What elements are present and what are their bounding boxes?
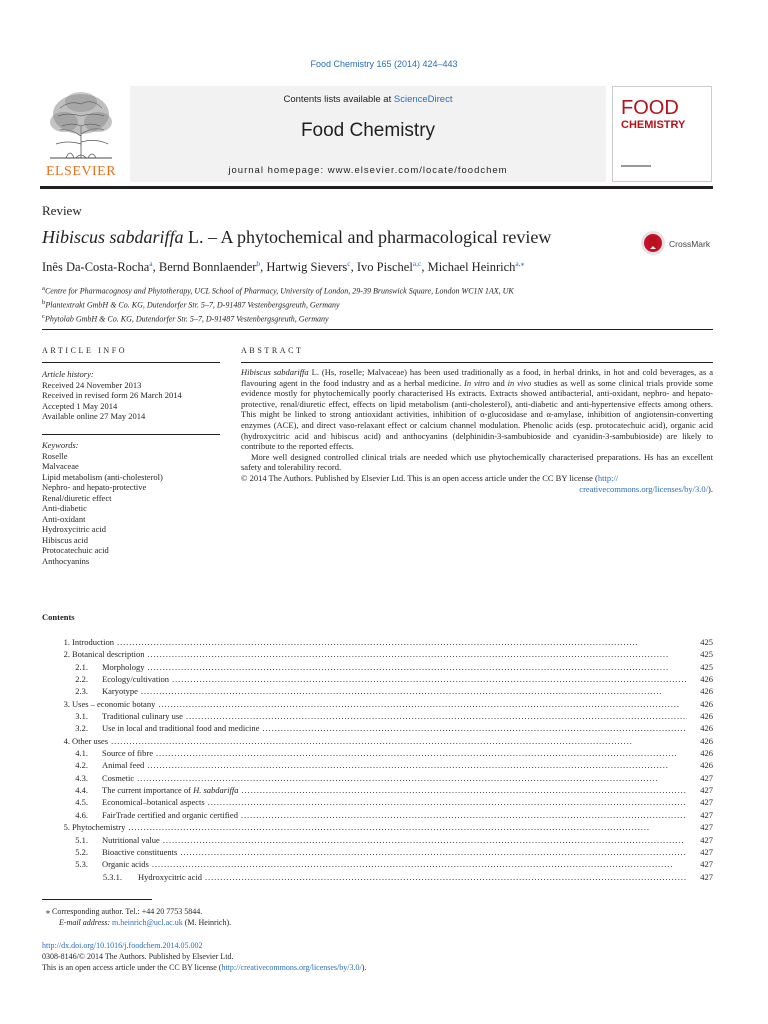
toc-title[interactable]: Cosmetic: [102, 772, 137, 784]
affiliation-mark: a: [42, 285, 45, 292]
toc-number: 2.1.: [75, 661, 88, 672]
toc-page-number[interactable]: 427: [700, 871, 713, 882]
keyword-item: Hibiscus acid: [42, 534, 89, 545]
toc-title[interactable]: Organic acids: [102, 858, 152, 870]
abstract-license-link-b[interactable]: creativecommons.org/licenses/by/3.0/: [579, 483, 709, 494]
toc-entry[interactable]: [42, 772, 713, 784]
toc-leader-dots: [147, 759, 687, 771]
history-item: Received in revised form 26 March 2014: [42, 390, 182, 400]
toc-number: 2.3.: [75, 686, 88, 697]
keyword-item: Protocatechuic acid: [42, 545, 109, 555]
affiliation-item: [42, 311, 514, 325]
homepage-label: journal homepage:: [228, 165, 328, 176]
toc-title-wrap: [138, 871, 687, 883]
footnote: [42, 906, 231, 928]
toc-number: 5.3.1.: [102, 871, 122, 882]
toc-number: 3.1.: [75, 711, 88, 722]
toc-page-number[interactable]: 427: [700, 785, 713, 796]
affiliation-mark: b: [42, 299, 46, 307]
toc-entry[interactable]: [42, 846, 713, 858]
email-suffix: (M. Heinrich).: [182, 918, 232, 927]
crossmark-label[interactable]: CrossMark: [669, 239, 711, 249]
author-name[interactable]: Michael Heinrich: [427, 260, 516, 275]
toc-entry[interactable]: [42, 735, 713, 747]
abstract-copyright: [241, 473, 713, 484]
toc-entry[interactable]: [42, 834, 713, 846]
toc-leader-dots: [137, 772, 687, 784]
issn-line: 0308-8146/© 2014 The Authors. Published by Elsevier Ltd.: [42, 952, 234, 961]
history-item: Available online 27 May 2014: [42, 411, 146, 421]
toc-leader-dots: [208, 796, 687, 808]
keyword-item: Anthocyanins: [42, 555, 90, 566]
title-rule: [42, 329, 713, 330]
keywords-list: [42, 451, 163, 567]
article-title: [42, 227, 551, 248]
toc-title-wrap: [102, 747, 687, 759]
doi-link[interactable]: http://dx.doi.org/10.1016/j.foodchem.2014.05.002: [42, 941, 203, 950]
toc-entry[interactable]: [42, 722, 713, 734]
keyword-item: Lipid metabolism (anti-cholesterol): [42, 471, 163, 482]
history-item: Accepted 1 May 2014: [42, 400, 118, 411]
toc-page-number[interactable]: 427: [700, 859, 713, 870]
author-affiliation-mark[interactable]: b: [256, 259, 261, 268]
contents-available-text: Contents lists available at: [283, 94, 394, 105]
toc-title[interactable]: Morphology: [102, 661, 148, 673]
article-title-rest: L. – A phytochemical and pharmacological review: [183, 227, 552, 247]
contents-available: [130, 94, 606, 105]
article-info-heading: ARTICLE INFO: [42, 346, 128, 355]
abstract-copyright-text: © 2014 The Authors. Published by Elsevier Ltd. This is an open access article under the CC BY license (: [241, 472, 598, 483]
toc-title[interactable]: FairTrade certified and organic certified: [102, 809, 241, 821]
toc-number: 1.: [63, 637, 70, 647]
toc-number: 4.5.: [75, 797, 88, 808]
toc-title-wrap: [102, 834, 687, 846]
toc-leader-dots: [158, 698, 687, 710]
cover-title-chemistry: CHEMISTRY: [621, 119, 686, 131]
toc-leader-dots: [156, 747, 687, 759]
toc-entry[interactable]: [42, 809, 713, 821]
toc-entry[interactable]: [42, 648, 713, 660]
toc-title-wrap: [102, 710, 687, 722]
keyword-item: Anti-diabetic: [42, 503, 87, 513]
toc-entry[interactable]: [42, 636, 713, 648]
author-separator: ,: [152, 260, 159, 275]
author-separator: ,: [260, 260, 267, 275]
abstract-text-b: studies as well as some clinical trials provide some evidence mostly for phytochemically poorly characterised Hs extracts. Extracts showed antibacterial, anti-oxidant, nephro- and hepato-protective, renal/diuretic effect, effects on lipid metabolism (anti-cholesterol), anti-diabetic and anti-hypertensive effects among others. This might be linked to strong antioxidant activities, inhibition of α-glucosidase and α-amylase, inhibition of angiotensin-converting enzymes (ACE), and direct vaso-relaxant effect or calcium channel modulation. Phenolic acids (esp. protocatechuic acid), organic acid (hydroxycitric acid and hibiscus acid) and anthocyanins (delphinidin-3-sambubioside and cyanidin-3-sambubioside) are likely to contribute to the reported effects.: [241, 377, 713, 452]
abstract-license-close: ).: [708, 483, 713, 494]
keyword-item: Roselle: [42, 450, 68, 461]
toc-title[interactable]: Nutritional value: [102, 834, 163, 846]
journal-citation[interactable]: Food Chemistry 165 (2014) 424–443: [310, 59, 458, 69]
toc-title-wrap: [72, 821, 687, 833]
toc-entry[interactable]: [42, 710, 713, 722]
contents-heading: Contents: [42, 612, 75, 622]
toc-leader-dots: [148, 661, 688, 673]
toc-entry[interactable]: [42, 784, 713, 796]
toc-title-wrap: [102, 685, 687, 697]
toc-title-wrap: [72, 648, 687, 660]
author-name[interactable]: Ivo Pischel: [356, 260, 413, 275]
toc-title[interactable]: Ecology/cultivation: [102, 673, 172, 685]
toc-entry[interactable]: [42, 759, 713, 771]
abstract-body: [241, 367, 713, 494]
toc-leader-dots: [205, 871, 687, 883]
abstract-in-vivo: in vivo: [507, 377, 532, 388]
article-info-rule: [42, 362, 220, 363]
toc-page-number[interactable]: 427: [700, 834, 713, 845]
toc-leader-dots: [128, 821, 687, 833]
article-history: [42, 369, 182, 422]
author-name[interactable]: Inês Da-Costa-Rocha: [42, 260, 150, 275]
toc-title[interactable]: Use in local and traditional food and medicine: [102, 722, 262, 734]
article-title-species: Hibiscus sabdariffa: [42, 227, 184, 247]
toc-title[interactable]: Economical–botanical aspects: [102, 796, 208, 808]
toc-number: 5.2.: [75, 846, 88, 857]
abstract-and: and: [489, 377, 508, 388]
toc-leader-dots: [141, 685, 687, 697]
journal-title: Food Chemistry: [300, 120, 436, 141]
toc-page-number[interactable]: 427: [700, 797, 713, 808]
toc-page-number[interactable]: 426: [700, 674, 713, 685]
toc-title[interactable]: Source of fibre: [102, 747, 156, 759]
author-separator: ,: [421, 260, 428, 275]
abstract-license-link-a[interactable]: http://: [597, 472, 619, 483]
toc-leader-dots: [111, 735, 687, 747]
toc-title[interactable]: Botanical description: [72, 648, 147, 660]
open-access-close: ).: [361, 963, 367, 972]
homepage-url[interactable]: www.elsevier.com/locate/foodchem: [327, 165, 508, 176]
email-link[interactable]: m.heinrich@ucl.ac.uk: [112, 918, 183, 927]
toc-number: 2.2.: [75, 674, 88, 685]
toc-page-number[interactable]: 426: [700, 686, 713, 697]
toc-page-number[interactable]: 426: [700, 760, 713, 771]
toc-leader-dots: [172, 673, 687, 685]
open-access-line: [42, 962, 366, 973]
toc-entry[interactable]: [42, 747, 713, 759]
toc-page-number[interactable]: 426: [700, 723, 713, 734]
toc-title[interactable]: Uses – economic botany: [72, 698, 158, 710]
toc-entry[interactable]: [42, 698, 713, 710]
keyword-item: Nephro- and hepato-protective: [42, 482, 147, 492]
toc-title[interactable]: Bioactive constituents: [102, 846, 180, 858]
table-of-contents: [42, 636, 713, 883]
toc-title-wrap: [72, 698, 687, 710]
toc-entry[interactable]: [42, 858, 713, 870]
toc-title-wrap: [102, 759, 687, 771]
toc-title-wrap: [72, 735, 687, 747]
history-item: Received 24 November 2013: [42, 379, 142, 390]
toc-page-number[interactable]: 425: [700, 637, 713, 647]
toc-title-wrap: [102, 846, 687, 858]
toc-page-number[interactable]: 427: [700, 809, 713, 820]
cover-detail-line: [621, 165, 651, 167]
abstract-in-vitro: In vitro: [464, 377, 490, 388]
affiliation-text: Plantextrakt GmbH & Co. KG, Dutendorfer Str. 5–7, D-91487 Vestenbergsgreuth, Germany: [45, 300, 340, 310]
toc-leader-dots: [186, 710, 687, 722]
article-history-list: [42, 380, 182, 422]
article-type: Review: [42, 203, 82, 218]
toc-leader-dots: [147, 648, 687, 660]
journal-cover[interactable]: [612, 86, 712, 182]
abstract-heading: ABSTRACT: [241, 346, 304, 355]
toc-page-number[interactable]: 427: [700, 846, 713, 857]
toc-number: 3.: [63, 698, 70, 709]
toc-entry[interactable]: [42, 661, 713, 673]
footnote-rule: [42, 899, 152, 900]
toc-number: 4.2.: [75, 760, 88, 771]
toc-title[interactable]: Hydroxycitric acid: [138, 871, 205, 883]
author-name[interactable]: Bernd Bonnlaender: [158, 260, 257, 275]
sciencedirect-link[interactable]: ScienceDirect: [393, 94, 453, 105]
toc-number: 4.3.: [75, 772, 88, 783]
corresponding-author: [42, 906, 231, 917]
open-access-text: This is an open access article under the CC BY license (: [42, 963, 222, 972]
toc-number: 5.: [63, 822, 70, 833]
toc-number: 4.4.: [75, 785, 88, 796]
toc-page-number[interactable]: 426: [700, 748, 713, 759]
toc-page-number[interactable]: 427: [700, 772, 713, 783]
affiliation-item: [42, 283, 514, 297]
toc-title-wrap: [72, 636, 687, 648]
toc-entry[interactable]: [42, 871, 713, 883]
toc-page-number[interactable]: 425: [700, 649, 713, 660]
bottom-info: [42, 940, 366, 973]
author-name[interactable]: Hartwig Sievers: [266, 260, 348, 275]
author-affiliation-mark[interactable]: a: [149, 259, 153, 268]
abstract-text-a: L. (Hs, roselle; Malvaceae) has been used traditionally as a food, in herbal drinks, in hot and cold beverages, as a flavouring agent in the food industry and as a herbal medicine.: [241, 367, 713, 388]
toc-entry[interactable]: [42, 685, 713, 697]
toc-number: 2.: [63, 649, 70, 660]
abstract-rule: [241, 362, 713, 363]
author-separator: ,: [350, 260, 357, 275]
toc-title[interactable]: Other uses: [72, 735, 111, 747]
toc-entry[interactable]: [42, 673, 713, 685]
elsevier-wordmark: ELSEVIER: [45, 164, 117, 179]
affiliation-mark: c: [42, 313, 45, 321]
toc-entry[interactable]: [42, 796, 713, 808]
abstract-paragraph-1: [241, 367, 713, 452]
abstract-license-line: [241, 484, 713, 495]
email-line: [42, 917, 231, 928]
toc-number: 5.3.: [75, 859, 88, 870]
keywords: [42, 440, 163, 566]
toc-entry[interactable]: [42, 821, 713, 833]
toc-title[interactable]: Introduction: [72, 636, 117, 648]
toc-title[interactable]: Animal feed: [102, 759, 147, 771]
toc-leader-dots: [117, 636, 687, 648]
toc-number: 4.: [63, 735, 70, 746]
toc-title[interactable]: Phytochemistry: [72, 821, 128, 833]
toc-page-number[interactable]: 427: [700, 822, 713, 833]
toc-title-wrap: [102, 673, 687, 685]
toc-title[interactable]: The current importance of H. sabdariffa: [102, 784, 241, 796]
keywords-label: Keywords:: [42, 440, 79, 450]
toc-leader-dots: [180, 846, 687, 858]
toc-page-number[interactable]: 425: [700, 661, 713, 672]
toc-page-number[interactable]: 426: [700, 735, 713, 746]
author-affiliation-mark[interactable]: a,c: [412, 259, 422, 268]
author-affiliation-mark[interactable]: c: [347, 259, 351, 268]
toc-title-wrap: [102, 858, 687, 870]
toc-number: 4.6.: [75, 809, 88, 820]
author-list: [42, 259, 524, 275]
cover-title-food: FOOD: [621, 97, 679, 119]
author-affiliation-mark[interactable]: a,⁎: [515, 259, 525, 268]
toc-leader-dots: [241, 784, 687, 796]
keyword-item: Hydroxycitric acid: [42, 524, 106, 534]
footnote-mark: ⁎: [46, 907, 50, 916]
toc-title-wrap: [102, 661, 687, 673]
email-label: E-mail address:: [59, 918, 113, 927]
keyword-item: Malvaceae: [42, 461, 79, 471]
toc-title-wrap: [102, 809, 687, 821]
abstract-paragraph-2: More well designed controlled clinical trials are needed which use phytochemically characterised preparations. Hs has an excellent safety and tolerability record.: [241, 451, 713, 473]
corresponding-text: Corresponding author. Tel.: +44 20 7753 5844.: [52, 907, 203, 916]
toc-number: 5.1.: [75, 834, 88, 845]
toc-leader-dots: [163, 834, 687, 846]
article-history-label: Article history:: [42, 369, 94, 379]
toc-title-wrap: [102, 722, 687, 734]
toc-leader-dots: [262, 722, 687, 734]
header-rule: [40, 186, 713, 189]
affiliation-text: Phytolab GmbH & Co. KG, Dutendorfer Str. 5–7, D-91487 Vestenbergsgreuth, Germany: [44, 314, 329, 324]
keyword-item: Renal/diuretic effect: [42, 492, 112, 503]
toc-leader-dots: [152, 858, 687, 870]
toc-leader-dots: [241, 809, 687, 821]
toc-title[interactable]: Traditional culinary use: [102, 710, 186, 722]
affiliations: [42, 283, 514, 325]
affiliation-item: [42, 297, 514, 311]
affiliation-text: Centre for Pharmacognosy and Phytotherapy, UCL School of Pharmacy, University of London, 29-39 Brunswick Square, London WC1N 1AX, UK: [44, 286, 514, 296]
toc-title-wrap: [102, 772, 687, 784]
toc-page-number[interactable]: 426: [700, 698, 713, 709]
keyword-item: Anti-oxidant: [42, 513, 86, 524]
journal-homepage: [130, 165, 606, 176]
open-access-link[interactable]: http://creativecommons.org/licenses/by/3.0/: [221, 963, 362, 972]
toc-number: 4.1.: [75, 748, 88, 759]
toc-title-wrap: [102, 796, 687, 808]
toc-number: 3.2.: [75, 723, 88, 734]
keywords-rule: [42, 434, 220, 435]
toc-title[interactable]: Karyotype: [102, 685, 141, 697]
toc-title-wrap: [102, 784, 687, 796]
toc-page-number[interactable]: 426: [700, 711, 713, 722]
abstract-species: Hibiscus sabdariffa: [241, 367, 309, 377]
